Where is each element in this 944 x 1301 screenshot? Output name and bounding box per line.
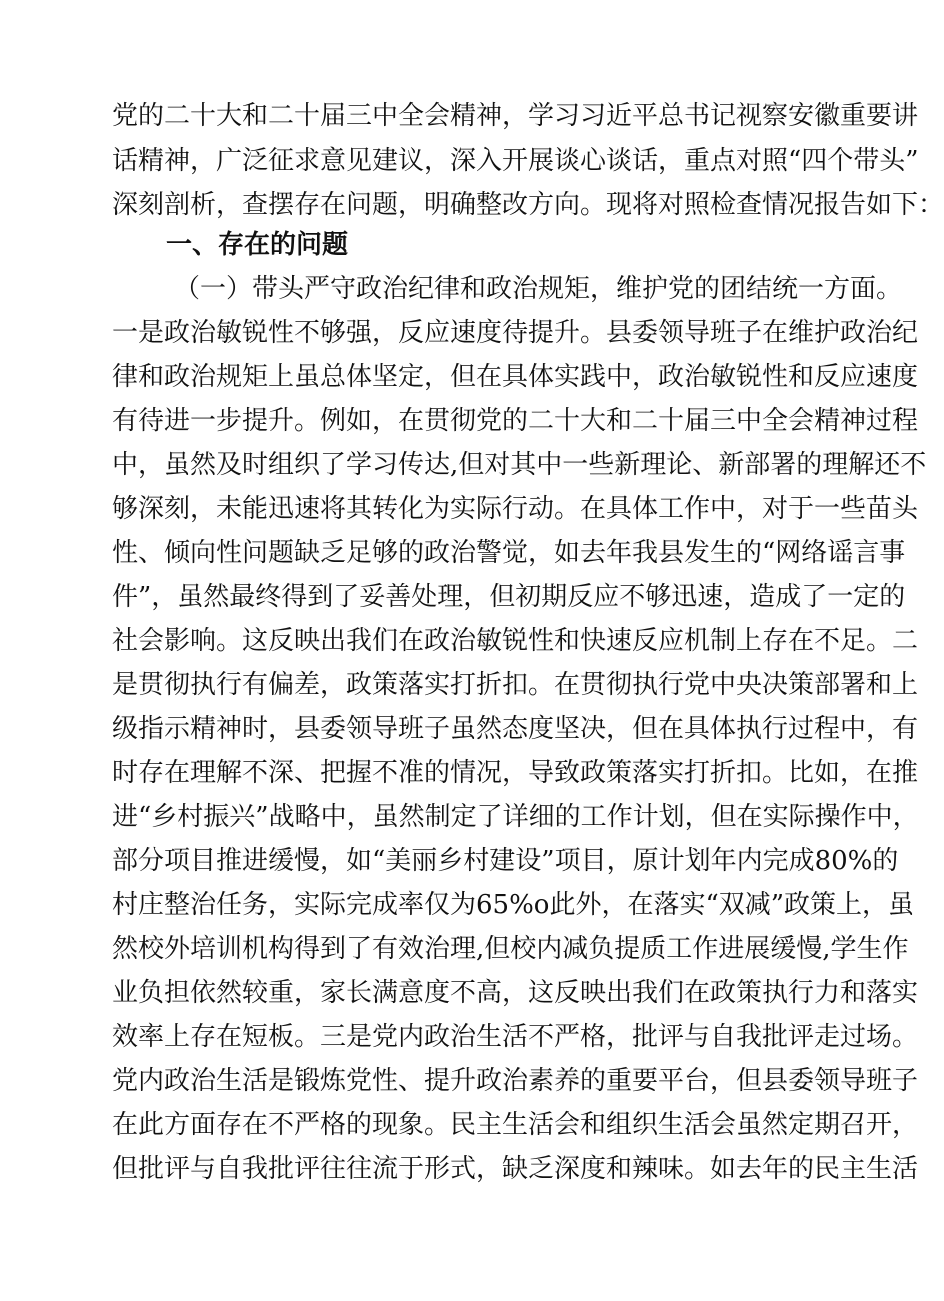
body-line: 社会影响。这反映出我们在政治敏锐性和快速反应机制上存在不足。二	[112, 626, 919, 656]
body-line: 有待进一步提升。例如，在贯彻党的二十大和二十届三中全会精神过程	[112, 406, 919, 436]
body-line: 够深刻，未能迅速将其转化为实际行动。在具体工作中，对于一些苗头	[112, 494, 919, 524]
body-line: 然校外培训机构得到了有效治理,但校内减负提质工作进展缓慢,学生作	[112, 934, 909, 964]
intro-line: 话精神，广泛征求意见建议，深入开展谈心谈话，重点对照“四个带头”	[112, 146, 919, 176]
body-line: 党内政治生活是锻炼党性、提升政治素养的重要平台，但县委领导班子	[112, 1066, 919, 1096]
subsection-heading: （一）带头严守政治纪律和政治规矩，维护党的团结统一方面。	[174, 274, 903, 304]
body-line: 业负担依然较重，家长满意度不高，这反映出我们在政策执行力和落实	[112, 978, 919, 1008]
section-heading: 一、存在的问题	[166, 230, 349, 260]
body-line: 中，虽然及时组织了学习传达,但对其中一些新理论、新部署的理解还不	[112, 450, 927, 480]
body-line: 级指示精神时，县委领导班子虽然态度坚决，但在具体执行过程中，有	[112, 714, 919, 744]
body-line: 时存在理解不深、把握不准的情况，导致政策落实打折扣。比如，在推	[112, 758, 919, 788]
body-line: 件”，虽然最终得到了妥善处理，但初期反应不够迅速，造成了一定的	[112, 582, 906, 612]
body-line: 性、倾向性问题缺乏足够的政治警觉，如去年我县发生的“网络谣言事	[112, 538, 906, 568]
body-line: 部分项目推进缓慢，如“美丽乡村建设”项目，原计划年内完成80%的	[112, 846, 899, 876]
intro-line: 深刻剖析，查摆存在问题，明确整改方向。现将对照检查情况报告如下：	[112, 190, 944, 220]
body-line: 律和政治规矩上虽总体坚定，但在具体实践中，政治敏锐性和反应速度	[112, 362, 919, 392]
body-line: 是贯彻执行有偏差，政策落实打折扣。在贯彻执行党中央决策部署和上	[112, 670, 919, 700]
body-line: 在此方面存在不严格的现象。民主生活会和组织生活会虽然定期召开，	[112, 1110, 919, 1140]
body-line: 进“乡村振兴”战略中，虽然制定了详细的工作计划，但在实际操作中，	[112, 802, 919, 832]
body-line: 但批评与自我批评往往流于形式，缺乏深度和辣味。如去年的民主生活	[112, 1154, 919, 1184]
body-line: 一是政治敏锐性不够强，反应速度待提升。县委领导班子在维护政治纪	[112, 318, 919, 348]
body-line: 效率上存在短板。三是党内政治生活不严格，批评与自我批评走过场。	[112, 1022, 919, 1052]
intro-line: 党的二十大和二十届三中全会精神，学习习近平总书记视察安徽重要讲	[112, 101, 919, 131]
body-line: 村庄整治任务，实际完成率仅为65%o此外，在落实“双减”政策上，虽	[112, 890, 915, 920]
